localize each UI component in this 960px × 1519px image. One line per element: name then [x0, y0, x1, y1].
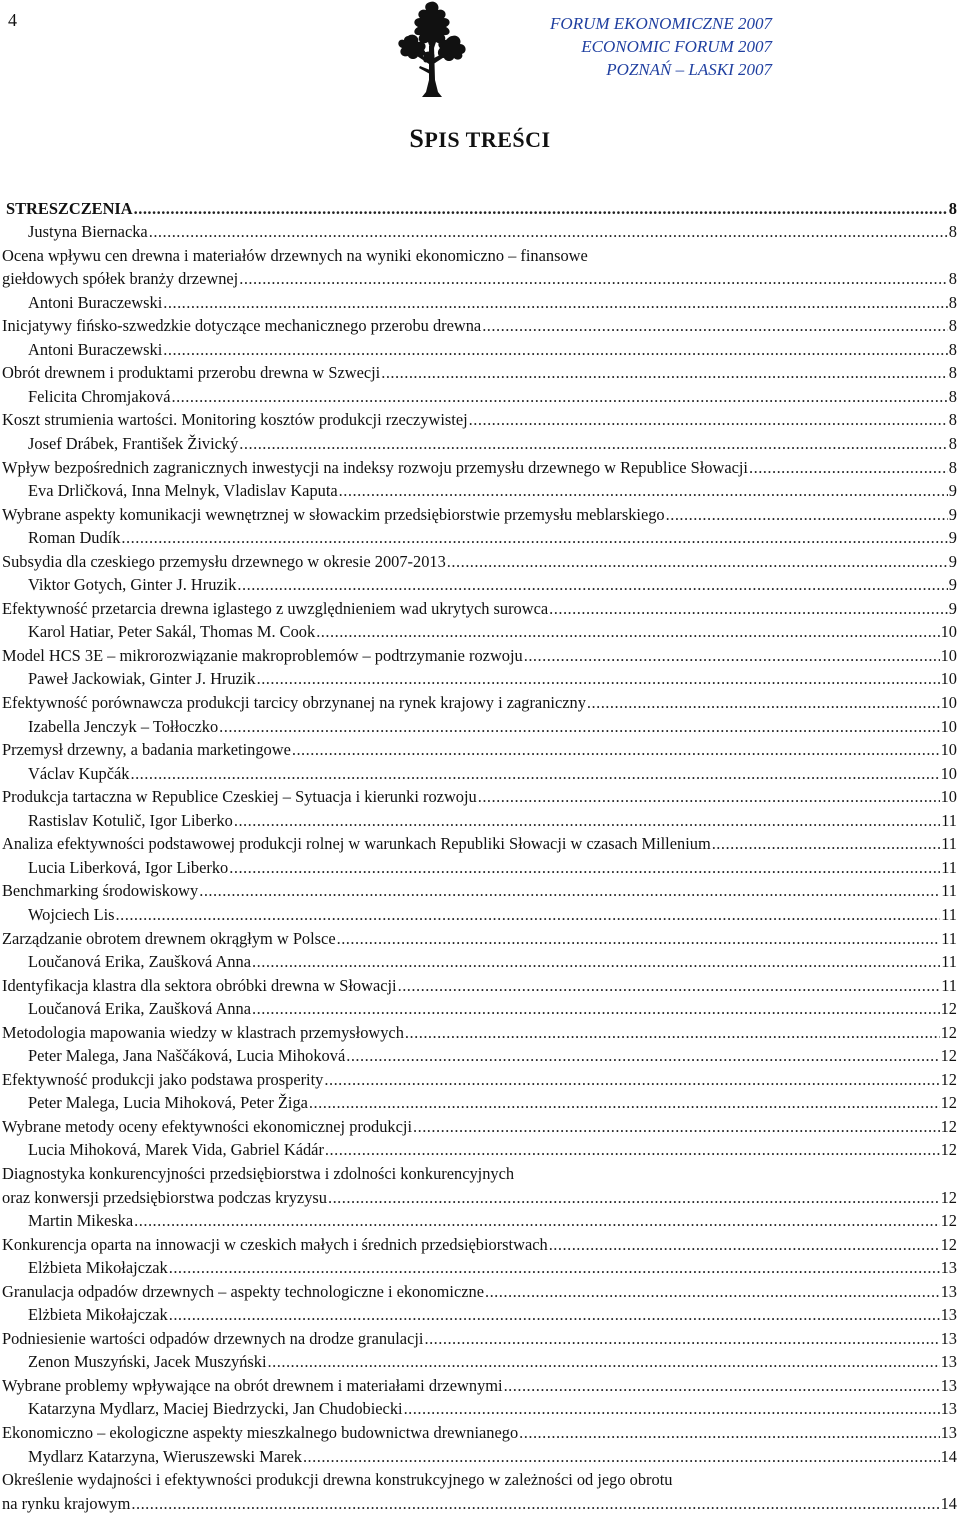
toc-title-entry[interactable]	[2, 1232, 957, 1256]
toc-page-number: 10	[940, 716, 957, 736]
toc-entry-text: Elżbieta Mikołajczak	[28, 1258, 168, 1278]
toc-entry-text: Felicita Chromjaková	[28, 386, 171, 406]
toc-title-entry[interactable]	[2, 1373, 957, 1397]
toc-title-entry[interactable]	[2, 785, 957, 809]
toc-page-number: 12	[940, 1140, 957, 1160]
toc-title-entry[interactable]	[2, 926, 957, 950]
toc-page-number: 14	[940, 1446, 957, 1466]
toc-author-entry[interactable]	[2, 1397, 957, 1421]
dot-leader	[749, 456, 948, 479]
toc-entry-text: Wybrane aspekty komunikacji wewnętrznej w słowackim przedsiębiorstwie przemysłu meblarskiego	[2, 504, 665, 524]
toc-page-number: 13	[940, 1422, 957, 1442]
dot-leader	[413, 1115, 940, 1138]
dot-leader	[478, 785, 940, 808]
dot-leader	[447, 550, 948, 573]
toc-entry-text: Efektywność produkcji jako podstawa prosperity	[2, 1069, 324, 1089]
dot-leader	[337, 927, 941, 950]
toc-page-number: 13	[940, 1305, 957, 1325]
toc-page-number: 8	[948, 339, 957, 359]
toc-entry-text: Efektywność porównawcza produkcji tarcicy obrzynanej na rynek krajowy i zagraniczny	[2, 693, 586, 713]
toc-title-entry[interactable]	[2, 502, 957, 526]
toc-page-number: 9	[948, 504, 957, 524]
toc-page-number: 13	[940, 1352, 957, 1372]
toc-page-number: 12	[940, 1069, 957, 1089]
toc-entry-text: oraz konwersji przedsiębiorstwa podczas kryzysu	[2, 1187, 327, 1207]
toc-title-entry[interactable]	[2, 596, 957, 620]
dot-leader	[712, 832, 941, 855]
toc-page-number: 11	[941, 928, 957, 948]
toc-title-entry[interactable]	[2, 643, 957, 667]
toc-page-number: 12	[940, 999, 957, 1019]
toc-entry-text: Zarządzanie obrotem drewnem okrągłym w Polsce	[2, 928, 336, 948]
tree-icon	[386, 0, 478, 100]
toc-author-entry[interactable]	[2, 1350, 957, 1374]
dot-leader	[549, 597, 948, 620]
toc-author-entry[interactable]	[2, 620, 957, 644]
toc-author-entry[interactable]	[2, 1044, 957, 1068]
toc-entry-text: Analiza efektywności podstawowej produkcji rolnej w warunkach Republiki Słowacji w czasach Millenium	[2, 834, 711, 854]
toc-page-number: 11	[941, 881, 957, 901]
dot-leader	[121, 526, 947, 549]
toc-author-entry[interactable]	[2, 384, 957, 408]
toc-entry-text: Wpływ bezpośrednich zagranicznych inwestycji na indeksy rozwoju przemysłu drzewnego w Republice Słowacji	[2, 457, 748, 477]
dot-leader	[519, 1421, 939, 1444]
toc-entry-text: Viktor Gotych, Ginter J. Hruzik	[28, 575, 237, 595]
toc-entry-text: Inicjatywy fińsko-szwedzkie dotyczące mechanicznego przerobu drewna	[2, 316, 482, 336]
toc-page-number: 8	[948, 198, 957, 218]
toc-page-number: 8	[948, 434, 957, 454]
toc-entry-text: Peter Malega, Jana Naščáková, Lucia Mihoková	[28, 1046, 346, 1066]
toc-author-entry[interactable]	[2, 950, 957, 974]
toc-author-entry[interactable]	[2, 337, 957, 361]
toc-entry-text: Diagnostyka konkurencyjności przedsiębiorstwa i zdolności konkurencyjnych	[2, 1163, 515, 1183]
toc-page-number: 9	[948, 575, 957, 595]
toc-title-entry[interactable]	[2, 832, 957, 856]
toc-entry-text: Izabella Jenczyk – Tołłoczko	[28, 716, 219, 736]
toc-page-number: 11	[941, 857, 957, 877]
dot-leader	[252, 997, 940, 1020]
toc-entry-text: Loučanová Erika, Zaušková Anna	[28, 999, 252, 1019]
toc-entry-text: Obrót drewnem i produktami przerobu drewna w Szwecji	[2, 363, 381, 383]
dot-leader	[482, 314, 948, 337]
toc-entry-text: Roman Dudík	[28, 528, 121, 548]
toc-entry-text: Josef Drábek, František Živický	[28, 434, 239, 454]
toc-author-entry[interactable]	[2, 761, 957, 785]
toc-entry-text: Konkurencja oparta na innowacji w czeskich małych i średnich przedsiębiorstwach	[2, 1234, 548, 1254]
header-line-2: ECONOMIC FORUM 2007	[581, 37, 772, 56]
toc-entry-text: Koszt strumienia wartości. Monitoring kosztów produkcji rzeczywistej	[2, 410, 468, 430]
toc-entry-text: Produkcja tartaczna w Republice Czeskiej – Sytuacja i kierunki rozwoju	[2, 787, 477, 807]
toc-page-number: 8	[948, 316, 957, 336]
dot-leader	[504, 1374, 940, 1397]
toc-entry-text: STRESZCZENIA	[6, 198, 133, 218]
toc-author-entry[interactable]	[2, 667, 957, 691]
toc-author-entry[interactable]	[2, 1444, 957, 1468]
toc-author-entry[interactable]	[2, 573, 957, 597]
toc-title-entry[interactable]	[2, 1491, 957, 1515]
dot-leader	[346, 1044, 939, 1067]
dot-leader	[171, 385, 947, 408]
toc-title-entry[interactable]	[2, 1468, 957, 1492]
toc-title-entry[interactable]	[2, 1020, 957, 1044]
dot-leader	[169, 1303, 940, 1326]
toc-page-number: 13	[940, 1328, 957, 1348]
toc-title-entry[interactable]	[2, 408, 957, 432]
toc-entry-text: Martin Mikeska	[28, 1211, 134, 1231]
toc-page-number: 11	[941, 834, 957, 854]
toc-author-entry[interactable]	[2, 902, 957, 926]
toc-author-entry[interactable]	[2, 1138, 957, 1162]
toc-entry-text: Efektywność przetarcia drewna iglastego z uwzględnieniem wad ukrytych surowca	[2, 598, 549, 618]
dot-leader	[134, 1209, 939, 1232]
dot-leader	[268, 1350, 940, 1373]
toc-author-entry[interactable]	[2, 1303, 957, 1327]
toc-page-number: 12	[940, 1046, 957, 1066]
dot-leader	[424, 1327, 939, 1350]
toc-page-number: 11	[941, 952, 957, 972]
toc-page-number: 10	[940, 622, 957, 642]
toc-page-number: 12	[940, 1093, 957, 1113]
toc-author-entry[interactable]	[2, 855, 957, 879]
dot-leader	[339, 479, 948, 502]
toc-page-number: 10	[940, 645, 957, 665]
toc-author-entry[interactable]	[2, 714, 957, 738]
dot-leader	[324, 1068, 939, 1091]
toc-page-number: 8	[948, 457, 957, 477]
dot-leader	[149, 220, 948, 243]
toc-author-entry[interactable]	[2, 290, 957, 314]
toc-page-number: 10	[940, 763, 957, 783]
dot-leader	[199, 879, 940, 902]
header-line-1: FORUM EKONOMICZNE 2007	[550, 14, 772, 33]
toc-entry-text: Katarzyna Mydlarz, Maciej Biedrzycki, Jan Chudobiecki	[28, 1399, 403, 1419]
toc-title-entry[interactable]	[2, 314, 957, 338]
toc-entry-text: Benchmarking środowiskowy	[2, 881, 199, 901]
dot-leader	[524, 644, 940, 667]
toc-entry-text: Wybrane metody oceny efektywności ekonomicznej produkcji	[2, 1116, 413, 1136]
toc-title-entry[interactable]	[2, 690, 957, 714]
toc-entry-text: Elżbieta Mikołajczak	[28, 1305, 168, 1325]
dot-leader	[257, 667, 940, 690]
dot-leader	[116, 903, 941, 926]
dot-leader	[234, 809, 940, 832]
dot-leader	[237, 573, 947, 596]
page-title-rest: PIS TREŚCI	[424, 127, 551, 152]
toc-section-heading[interactable]	[2, 196, 957, 220]
toc-entry-text: Antoni Buraczewski	[28, 339, 163, 359]
toc-page-number: 8	[948, 363, 957, 383]
toc-entry-text: Eva Drličková, Inna Melnyk, Vladislav Kaputa	[28, 481, 338, 501]
dot-leader	[666, 503, 948, 526]
toc-title-entry[interactable]	[2, 1185, 957, 1209]
dot-leader	[219, 715, 939, 738]
toc-page-number: 11	[941, 904, 957, 924]
toc-author-entry[interactable]	[2, 1091, 957, 1115]
toc-entry-text: Paweł Jackowiak, Ginter J. Hruzik	[28, 669, 256, 689]
dot-leader	[405, 1021, 940, 1044]
dot-leader	[239, 267, 948, 290]
toc-author-entry[interactable]	[2, 431, 957, 455]
toc-page-number: 9	[948, 481, 957, 501]
dot-leader	[303, 1445, 940, 1468]
toc-entry-text: Lucia Mihoková, Marek Vida, Gabriel Kádár	[28, 1140, 324, 1160]
dot-leader	[239, 432, 948, 455]
toc-author-entry[interactable]	[2, 1256, 957, 1280]
toc-page-number: 13	[940, 1258, 957, 1278]
toc-entry-text: Rastislav Kotulič, Igor Liberko	[28, 810, 233, 830]
toc-entry-text: Mydlarz Katarzyna, Wieruszewski Marek	[28, 1446, 302, 1466]
toc-entry-text: Antoni Buraczewski	[28, 292, 163, 312]
toc-entry-text: Václav Kupčák	[28, 763, 130, 783]
toc-title-entry[interactable]	[2, 1161, 957, 1185]
toc-entry-text: Wybrane problemy wpływające na obrót drewnem i materiałami drzewnymi	[2, 1375, 503, 1395]
toc-entry-text: Ocena wpływu cen drewna i materiałów drzewnych na wyniki ekonomiczno – finansowe	[2, 245, 588, 265]
dot-leader	[316, 620, 939, 643]
dot-leader	[252, 950, 940, 973]
toc-page-number: 8	[948, 292, 957, 312]
toc-page-number: 12	[940, 1187, 957, 1207]
dot-leader	[485, 1280, 940, 1303]
toc-page-number: 10	[940, 669, 957, 689]
toc-title-entry[interactable]	[2, 1326, 957, 1350]
toc-page-number: 10	[940, 787, 957, 807]
toc-page-number: 12	[940, 1234, 957, 1254]
toc-title-entry[interactable]	[2, 455, 957, 479]
toc-page-number: 9	[948, 598, 957, 618]
toc-entry-text: Granulacja odpadów drzewnych – aspekty technologiczne i ekonomiczne	[2, 1281, 484, 1301]
toc-title-entry[interactable]	[2, 738, 957, 762]
toc-entry-text: na rynku krajowym	[2, 1493, 131, 1513]
toc-title-entry[interactable]	[2, 1279, 957, 1303]
toc-title-entry[interactable]	[2, 361, 957, 385]
toc-entry-text: Przemysł drzewny, a badania marketingowe	[2, 740, 291, 760]
dot-leader	[229, 856, 940, 879]
dot-leader	[130, 762, 939, 785]
toc-author-entry[interactable]	[2, 1209, 957, 1233]
dot-leader	[398, 974, 941, 997]
header-line-3: POZNAŃ – LASKI 2007	[606, 60, 772, 79]
toc-title-entry[interactable]	[2, 267, 957, 291]
toc-title-entry[interactable]	[2, 973, 957, 997]
dot-leader	[292, 738, 940, 761]
toc-entry-text: Wojciech Lis	[28, 904, 115, 924]
toc-entry-text: Subsydia dla czeskiego przemysłu drzewnego w okresie 2007-2013	[2, 551, 446, 571]
dot-leader	[325, 1138, 940, 1161]
toc-page-number: 12	[940, 1211, 957, 1231]
toc-entry-text: Podniesienie wartości odpadów drzewnych na drodze granulacji	[2, 1328, 424, 1348]
toc-entry-text: Peter Malega, Lucia Mihoková, Peter Žiga	[28, 1093, 308, 1113]
toc-entry-text: Karol Hatiar, Peter Sakál, Thomas M. Cook	[28, 622, 316, 642]
toc-author-entry[interactable]	[2, 808, 957, 832]
toc-entry-text: Zenon Muszyński, Jacek Muszyński	[28, 1352, 267, 1372]
dot-leader	[309, 1091, 940, 1114]
toc-page-number: 12	[940, 1022, 957, 1042]
dot-leader	[163, 338, 948, 361]
table-of-contents	[2, 196, 957, 1515]
toc-page-number: 13	[940, 1399, 957, 1419]
toc-page-number: 8	[948, 269, 957, 289]
dot-leader	[587, 691, 940, 714]
toc-entry-text: Lucia Liberková, Igor Liberko	[28, 857, 229, 877]
toc-entry-text: Identyfikacja klastra dla sektora obróbki drewna w Słowacji	[2, 975, 397, 995]
dot-leader	[549, 1233, 940, 1256]
page-number: 4	[8, 10, 17, 30]
toc-page-number: 9	[948, 528, 957, 548]
toc-page-number: 10	[940, 693, 957, 713]
toc-page-number: 11	[941, 975, 957, 995]
page-title	[0, 124, 960, 154]
toc-page-number: 14	[940, 1493, 957, 1513]
toc-page-number: 13	[940, 1375, 957, 1395]
toc-author-entry[interactable]	[2, 479, 957, 503]
toc-title-entry[interactable]	[2, 243, 957, 267]
toc-page-number: 11	[941, 810, 957, 830]
toc-page-number: 9	[948, 551, 957, 571]
dot-leader	[163, 291, 948, 314]
toc-author-entry[interactable]	[2, 526, 957, 550]
toc-entry-text: Metodologia mapowania wiedzy w klastrach przemysłowych	[2, 1022, 404, 1042]
toc-title-entry[interactable]	[2, 879, 957, 903]
toc-title-entry[interactable]	[2, 549, 957, 573]
toc-page-number: 8	[948, 386, 957, 406]
toc-entry-text: Ekonomiczno – ekologiczne aspekty mieszkalnego budownictwa drewnianego	[2, 1422, 519, 1442]
toc-page-number: 12	[940, 1116, 957, 1136]
dot-leader	[169, 1256, 940, 1279]
dot-leader	[328, 1186, 940, 1209]
toc-page-number: 8	[948, 222, 957, 242]
toc-title-entry[interactable]	[2, 1420, 957, 1444]
toc-entry-text: giełdowych spółek branży drzewnej	[2, 269, 239, 289]
toc-entry-text: Model HCS 3E – mikrorozwiązanie makroproblemów – podtrzymanie rozwoju	[2, 645, 523, 665]
dot-leader	[131, 1492, 939, 1515]
toc-title-entry[interactable]	[2, 1067, 957, 1091]
dot-leader	[134, 197, 948, 220]
toc-entry-text: Justyna Biernacka	[28, 222, 148, 242]
page-title-initial: S	[409, 124, 425, 153]
toc-page-number: 13	[940, 1281, 957, 1301]
toc-entry-text: Loučanová Erika, Zaušková Anna	[28, 952, 252, 972]
toc-page-number: 8	[948, 410, 957, 430]
toc-entry-text: Określenie wydajności i efektywności produkcji drewna konstrukcyjnego w zależności od jego obrotu	[2, 1470, 673, 1490]
header	[550, 12, 772, 81]
dot-leader	[469, 408, 948, 431]
dot-leader	[404, 1397, 940, 1420]
toc-title-entry[interactable]	[2, 1114, 957, 1138]
toc-author-entry[interactable]	[2, 997, 957, 1021]
dot-leader	[381, 361, 948, 384]
toc-page-number: 10	[940, 740, 957, 760]
toc-author-entry[interactable]	[2, 220, 957, 244]
